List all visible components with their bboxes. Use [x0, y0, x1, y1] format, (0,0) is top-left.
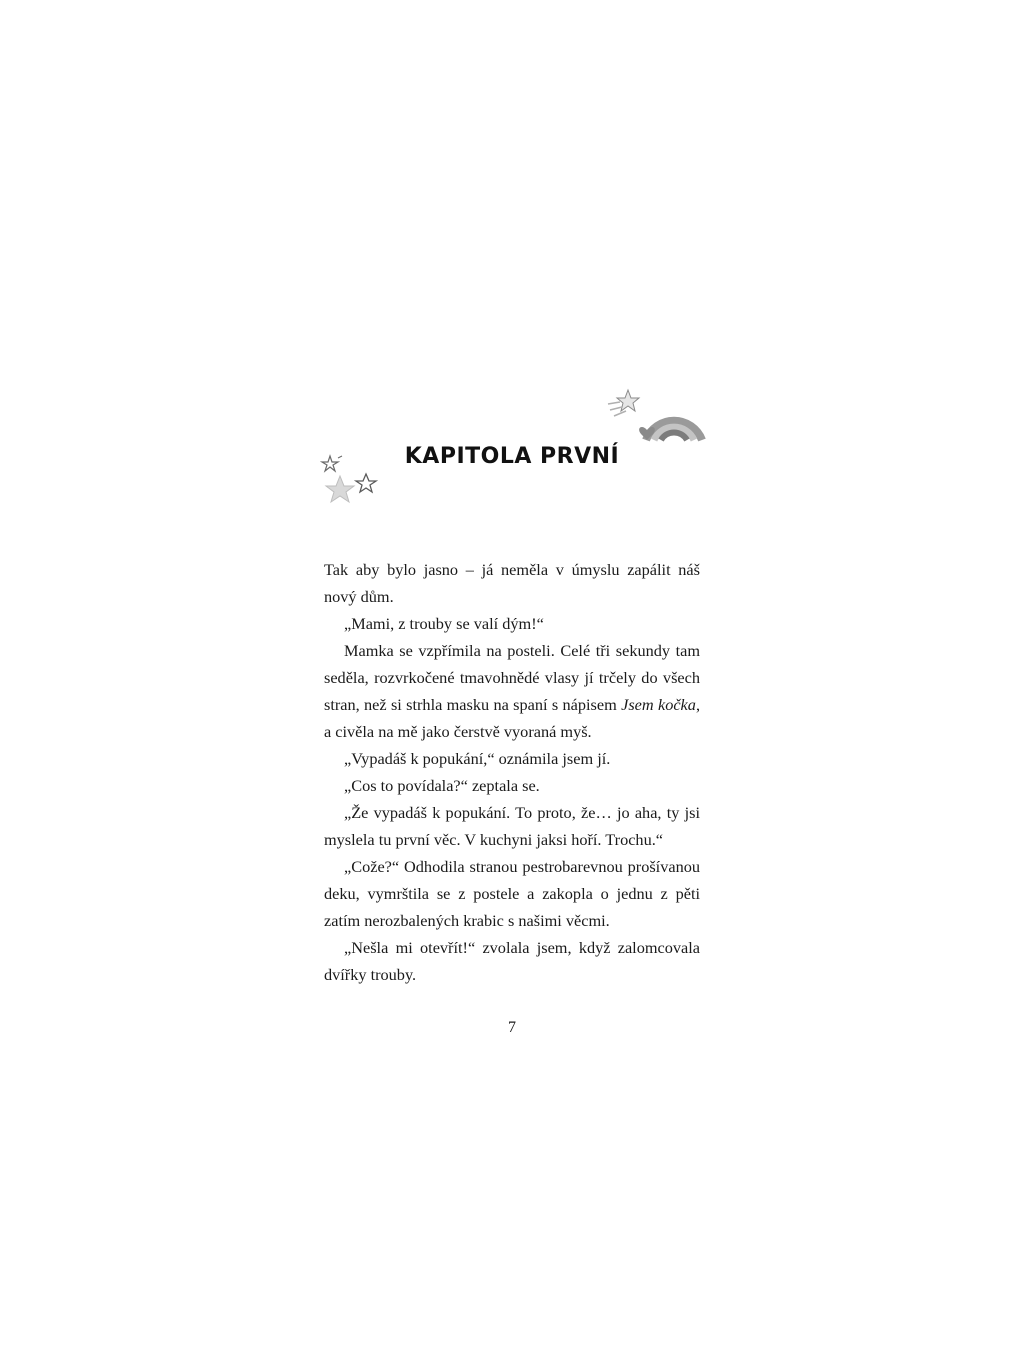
paragraph: „Nešla mi otevřít!“ zvolala jsem, když zalomcovala dvířky trouby.: [324, 938, 700, 984]
paragraph: [324, 637, 700, 745]
paragraph: „Vypadáš k popukání,“ oznámila jsem jí.: [344, 749, 611, 768]
paragraph-text: , a civěla na mě jako čerstvě vyoraná myš.: [324, 695, 701, 741]
paragraph: „Mami, z trouby se valí dým!“: [344, 614, 544, 633]
rainbow-icon: [606, 380, 706, 450]
paragraph: „Cos to povídala?“ zeptala se.: [344, 776, 540, 795]
chapter-body: [324, 556, 700, 988]
page-number: 7: [508, 1019, 516, 1036]
paragraph: „Že vypadáš k popukání. To proto, že… jo aha, ty jsi myslela tu první věc. V kuchyni jaksi hoří. Trochu.“: [324, 803, 700, 849]
chapter-title: KAPITOLA PRVNÍ: [404, 444, 620, 469]
paragraph-text: Mamka se vzpřímila na posteli. Celé tři sekundy tam seděla, rozvrkočené tmavohnědé vlasy jí trčely do všech stran, než si strhla masku na spaní s nápisem: [324, 641, 700, 714]
emphasized-text: Jsem kočka: [621, 695, 696, 714]
paragraph: Tak aby bylo jasno – já neměla v úmyslu zapálit náš nový dům.: [324, 560, 700, 606]
paragraph: „Cože?“ Odhodila stranou pestrobarevnou prošívanou deku, vymrštila se z postele a zakopla o jednu z pěti zatím nerozbalených krabic s našimi věcmi.: [324, 857, 700, 930]
